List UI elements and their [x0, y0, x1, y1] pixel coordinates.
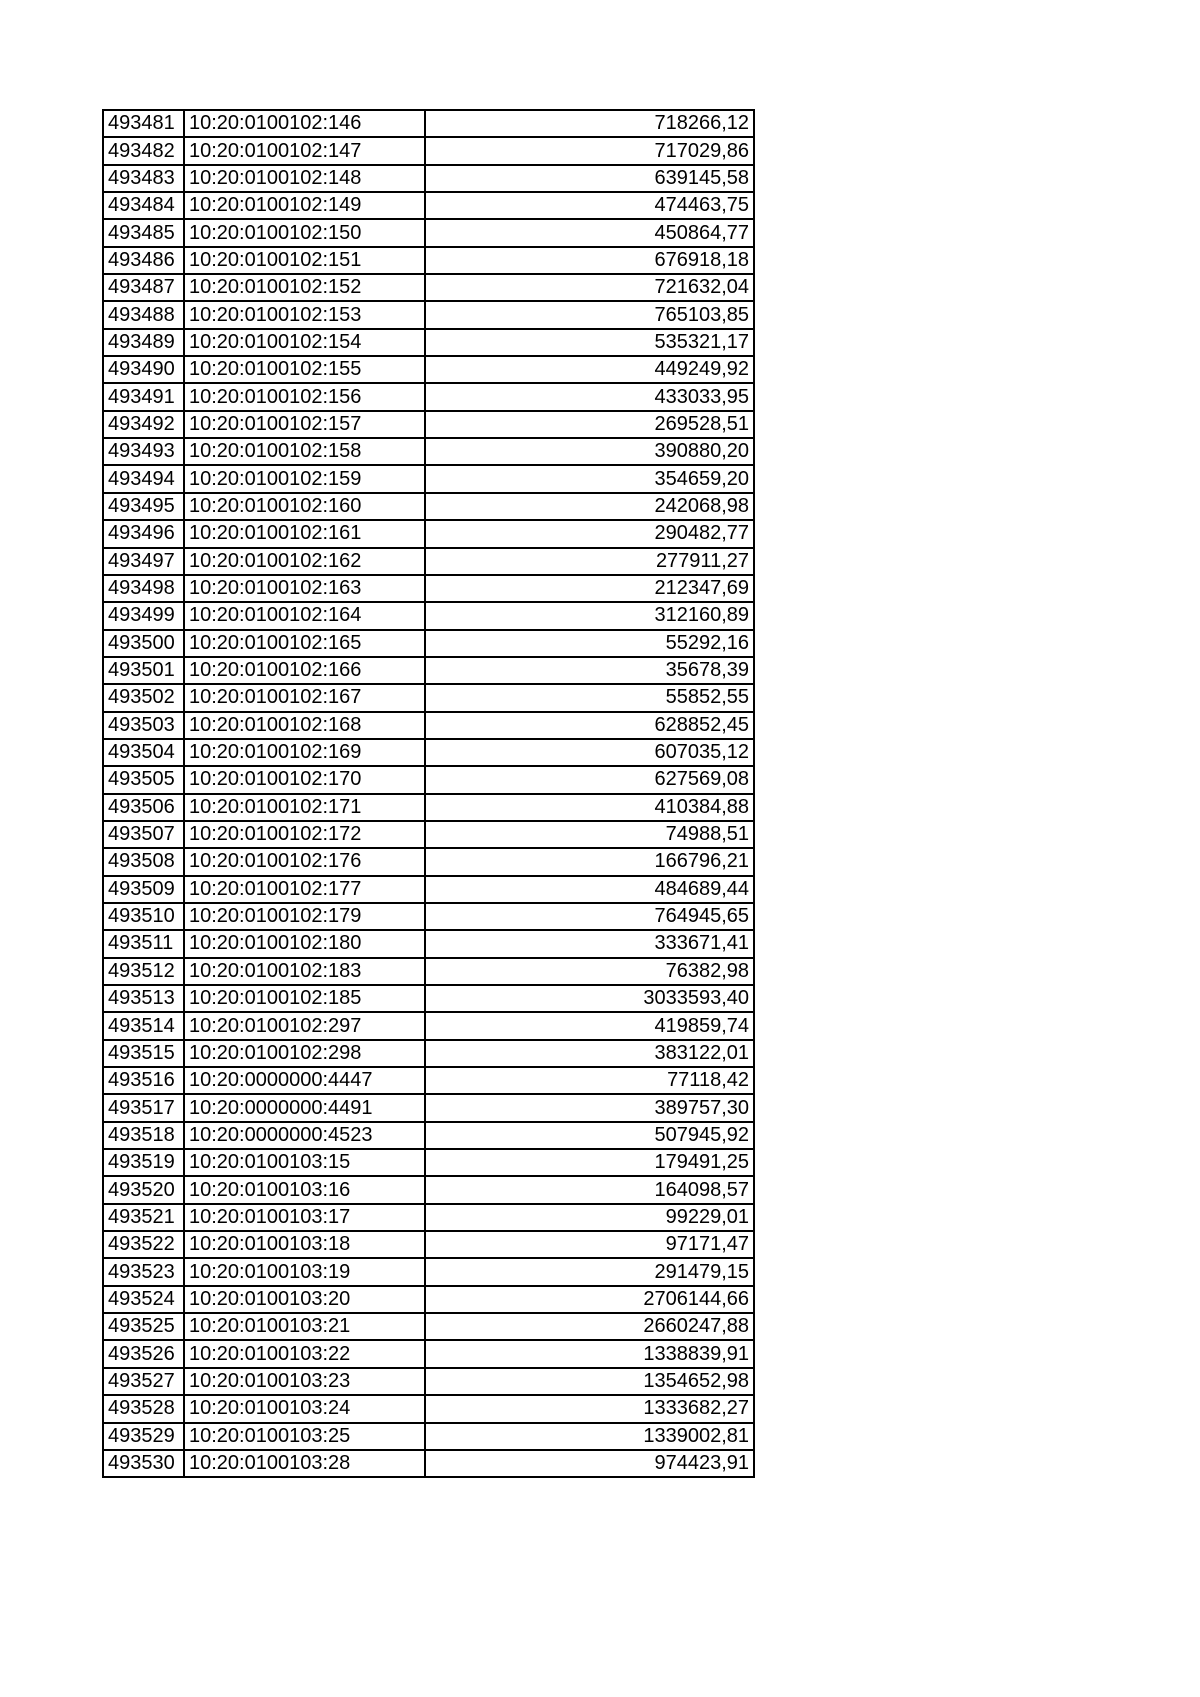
cadastral-value-cell: 2660247,88 [425, 1313, 754, 1340]
row-number-cell: 493496 [103, 520, 184, 547]
row-number-cell: 493504 [103, 739, 184, 766]
cadastral-value-cell: 99229,01 [425, 1204, 754, 1231]
table-row [103, 1204, 754, 1231]
row-number-cell: 493522 [103, 1231, 184, 1258]
row-number-cell: 493523 [103, 1258, 184, 1285]
cadastral-value-cell: 718266,12 [425, 110, 754, 137]
cadastral-value-cell: 383122,01 [425, 1040, 754, 1067]
table-row [103, 1286, 754, 1313]
cadastral-number-cell: 10:20:0000000:4523 [184, 1122, 425, 1149]
table-row [103, 1149, 754, 1176]
cadastral-number-cell: 10:20:0100102:171 [184, 794, 425, 821]
cadastral-number-cell: 10:20:0100102:147 [184, 137, 425, 164]
cadastral-number-cell: 10:20:0100103:20 [184, 1286, 425, 1313]
cadastral-number-cell: 10:20:0100103:24 [184, 1395, 425, 1422]
cadastral-number-cell: 10:20:0100102:155 [184, 356, 425, 383]
cadastral-number-cell: 10:20:0100103:17 [184, 1204, 425, 1231]
cadastral-value-cell: 291479,15 [425, 1258, 754, 1285]
cadastral-value-cell: 974423,91 [425, 1450, 754, 1477]
row-number-cell: 493503 [103, 712, 184, 739]
cadastral-value-cell: 1339002,81 [425, 1423, 754, 1450]
cadastral-value-cell: 333671,41 [425, 930, 754, 957]
table-row [103, 684, 754, 711]
cadastral-number-cell: 10:20:0100102:297 [184, 1012, 425, 1039]
row-number-cell: 493492 [103, 411, 184, 438]
table-row [103, 192, 754, 219]
cadastral-value-cell: 639145,58 [425, 165, 754, 192]
table-row [103, 438, 754, 465]
cadastral-value-cell: 76382,98 [425, 958, 754, 985]
cadastral-value-cell: 1338839,91 [425, 1340, 754, 1367]
cadastral-number-cell: 10:20:0100103:22 [184, 1340, 425, 1367]
cadastral-value-cell: 627569,08 [425, 766, 754, 793]
cadastral-number-cell: 10:20:0100102:150 [184, 219, 425, 246]
cadastral-value-cell: 212347,69 [425, 575, 754, 602]
cadastral-value-cell: 450864,77 [425, 219, 754, 246]
cadastral-number-cell: 10:20:0100102:163 [184, 575, 425, 602]
table-row [103, 165, 754, 192]
cadastral-value-cell: 628852,45 [425, 712, 754, 739]
row-number-cell: 493498 [103, 575, 184, 602]
table-row [103, 985, 754, 1012]
row-number-cell: 493520 [103, 1176, 184, 1203]
cadastral-number-cell: 10:20:0100103:28 [184, 1450, 425, 1477]
table-row [103, 1122, 754, 1149]
row-number-cell: 493502 [103, 684, 184, 711]
cadastral-value-cell: 721632,04 [425, 274, 754, 301]
table-row [103, 520, 754, 547]
table-row [103, 766, 754, 793]
row-number-cell: 493499 [103, 602, 184, 629]
cadastral-number-cell: 10:20:0000000:4491 [184, 1094, 425, 1121]
cadastral-value-cell: 507945,92 [425, 1122, 754, 1149]
cadastral-number-cell: 10:20:0100102:164 [184, 602, 425, 629]
table-row [103, 383, 754, 410]
cadastral-value-cell: 474463,75 [425, 192, 754, 219]
table-row [103, 739, 754, 766]
cadastral-value-cell: 277911,27 [425, 548, 754, 575]
row-number-cell: 493530 [103, 1450, 184, 1477]
cadastral-number-cell: 10:20:0100102:151 [184, 247, 425, 274]
cadastral-number-cell: 10:20:0100102:166 [184, 657, 425, 684]
cadastral-number-cell: 10:20:0100102:169 [184, 739, 425, 766]
table-row [103, 1395, 754, 1422]
table-row [103, 1176, 754, 1203]
cadastral-value-cell: 35678,39 [425, 657, 754, 684]
cadastral-number-cell: 10:20:0100102:154 [184, 329, 425, 356]
row-number-cell: 493508 [103, 848, 184, 875]
row-number-cell: 493485 [103, 219, 184, 246]
cadastral-value-table [102, 109, 755, 1478]
table-row [103, 848, 754, 875]
row-number-cell: 493527 [103, 1368, 184, 1395]
cadastral-value-cell: 764945,65 [425, 903, 754, 930]
table-row [103, 137, 754, 164]
table-row [103, 958, 754, 985]
cadastral-number-cell: 10:20:0100102:298 [184, 1040, 425, 1067]
cadastral-value-cell: 179491,25 [425, 1149, 754, 1176]
row-number-cell: 493488 [103, 301, 184, 328]
cadastral-value-cell: 484689,44 [425, 876, 754, 903]
cadastral-number-cell: 10:20:0100103:19 [184, 1258, 425, 1285]
row-number-cell: 493490 [103, 356, 184, 383]
table-row [103, 274, 754, 301]
cadastral-value-cell: 433033,95 [425, 383, 754, 410]
cadastral-value-cell: 676918,18 [425, 247, 754, 274]
table-row [103, 930, 754, 957]
cadastral-value-cell: 97171,47 [425, 1231, 754, 1258]
cadastral-value-cell: 312160,89 [425, 602, 754, 629]
row-number-cell: 493518 [103, 1122, 184, 1149]
row-number-cell: 493528 [103, 1395, 184, 1422]
table-row [103, 1040, 754, 1067]
cadastral-number-cell: 10:20:0100102:153 [184, 301, 425, 328]
table-row [103, 1313, 754, 1340]
table-row [103, 712, 754, 739]
cadastral-value-cell: 77118,42 [425, 1067, 754, 1094]
cadastral-number-cell: 10:20:0100102:158 [184, 438, 425, 465]
table-row [103, 1258, 754, 1285]
cadastral-number-cell: 10:20:0100102:148 [184, 165, 425, 192]
row-number-cell: 493529 [103, 1423, 184, 1450]
table-row [103, 301, 754, 328]
cadastral-value-cell: 390880,20 [425, 438, 754, 465]
row-number-cell: 493481 [103, 110, 184, 137]
cadastral-value-cell: 607035,12 [425, 739, 754, 766]
cadastral-value-cell: 269528,51 [425, 411, 754, 438]
cadastral-value-cell: 1333682,27 [425, 1395, 754, 1422]
cadastral-value-cell: 74988,51 [425, 821, 754, 848]
cadastral-value-cell: 166796,21 [425, 848, 754, 875]
cadastral-number-cell: 10:20:0100102:149 [184, 192, 425, 219]
row-number-cell: 493526 [103, 1340, 184, 1367]
table-row [103, 903, 754, 930]
table-row [103, 465, 754, 492]
table-row [103, 602, 754, 629]
cadastral-number-cell: 10:20:0100102:157 [184, 411, 425, 438]
row-number-cell: 493506 [103, 794, 184, 821]
row-number-cell: 493517 [103, 1094, 184, 1121]
row-number-cell: 493524 [103, 1286, 184, 1313]
row-number-cell: 493514 [103, 1012, 184, 1039]
table-row [103, 876, 754, 903]
cadastral-number-cell: 10:20:0100103:23 [184, 1368, 425, 1395]
cadastral-value-cell: 164098,57 [425, 1176, 754, 1203]
row-number-cell: 493513 [103, 985, 184, 1012]
cadastral-number-cell: 10:20:0100102:152 [184, 274, 425, 301]
row-number-cell: 493507 [103, 821, 184, 848]
cadastral-value-cell: 1354652,98 [425, 1368, 754, 1395]
table-row [103, 219, 754, 246]
cadastral-number-cell: 10:20:0100102:179 [184, 903, 425, 930]
cadastral-number-cell: 10:20:0100102:167 [184, 684, 425, 711]
cadastral-value-cell: 55292,16 [425, 630, 754, 657]
row-number-cell: 493482 [103, 137, 184, 164]
row-number-cell: 493500 [103, 630, 184, 657]
cadastral-number-cell: 10:20:0100103:15 [184, 1149, 425, 1176]
table-row [103, 1368, 754, 1395]
cadastral-number-cell: 10:20:0100102:180 [184, 930, 425, 957]
table-row [103, 1067, 754, 1094]
table-row [103, 657, 754, 684]
cadastral-value-cell: 242068,98 [425, 493, 754, 520]
cadastral-value-cell: 449249,92 [425, 356, 754, 383]
cadastral-number-cell: 10:20:0100102:183 [184, 958, 425, 985]
cadastral-number-cell: 10:20:0100102:146 [184, 110, 425, 137]
cadastral-number-cell: 10:20:0100102:159 [184, 465, 425, 492]
row-number-cell: 493486 [103, 247, 184, 274]
cadastral-value-cell: 535321,17 [425, 329, 754, 356]
cadastral-number-cell: 10:20:0100102:177 [184, 876, 425, 903]
table-row [103, 247, 754, 274]
row-number-cell: 493495 [103, 493, 184, 520]
cadastral-number-cell: 10:20:0100102:161 [184, 520, 425, 547]
table-row [103, 329, 754, 356]
row-number-cell: 493483 [103, 165, 184, 192]
table-row [103, 1012, 754, 1039]
table-row [103, 821, 754, 848]
cadastral-number-cell: 10:20:0100102:172 [184, 821, 425, 848]
cadastral-number-cell: 10:20:0100102:176 [184, 848, 425, 875]
row-number-cell: 493510 [103, 903, 184, 930]
cadastral-number-cell: 10:20:0100102:185 [184, 985, 425, 1012]
table-row [103, 1094, 754, 1121]
table-row [103, 1340, 754, 1367]
cadastral-number-cell: 10:20:0000000:4447 [184, 1067, 425, 1094]
row-number-cell: 493497 [103, 548, 184, 575]
cadastral-number-cell: 10:20:0100102:165 [184, 630, 425, 657]
row-number-cell: 493516 [103, 1067, 184, 1094]
row-number-cell: 493501 [103, 657, 184, 684]
cadastral-number-cell: 10:20:0100102:170 [184, 766, 425, 793]
cadastral-value-cell: 290482,77 [425, 520, 754, 547]
row-number-cell: 493509 [103, 876, 184, 903]
cadastral-value-cell: 765103,85 [425, 301, 754, 328]
cadastral-value-cell: 2706144,66 [425, 1286, 754, 1313]
cadastral-number-cell: 10:20:0100103:25 [184, 1423, 425, 1450]
row-number-cell: 493491 [103, 383, 184, 410]
row-number-cell: 493515 [103, 1040, 184, 1067]
cadastral-number-cell: 10:20:0100102:156 [184, 383, 425, 410]
cadastral-value-cell: 419859,74 [425, 1012, 754, 1039]
row-number-cell: 493521 [103, 1204, 184, 1231]
table-row [103, 575, 754, 602]
table-row [103, 630, 754, 657]
cadastral-number-cell: 10:20:0100102:168 [184, 712, 425, 739]
cadastral-number-cell: 10:20:0100103:16 [184, 1176, 425, 1203]
table-row [103, 110, 754, 137]
cadastral-value-cell: 55852,55 [425, 684, 754, 711]
table-row [103, 548, 754, 575]
row-number-cell: 493519 [103, 1149, 184, 1176]
row-number-cell: 493512 [103, 958, 184, 985]
row-number-cell: 493505 [103, 766, 184, 793]
table-row [103, 1423, 754, 1450]
row-number-cell: 493525 [103, 1313, 184, 1340]
table-row [103, 1231, 754, 1258]
row-number-cell: 493511 [103, 930, 184, 957]
cadastral-number-cell: 10:20:0100102:160 [184, 493, 425, 520]
row-number-cell: 493489 [103, 329, 184, 356]
cadastral-value-cell: 389757,30 [425, 1094, 754, 1121]
table-body [103, 110, 754, 1477]
cadastral-value-cell: 354659,20 [425, 465, 754, 492]
row-number-cell: 493494 [103, 465, 184, 492]
cadastral-value-cell: 410384,88 [425, 794, 754, 821]
table-row [103, 356, 754, 383]
row-number-cell: 493487 [103, 274, 184, 301]
table-row [103, 1450, 754, 1477]
cadastral-number-cell: 10:20:0100103:18 [184, 1231, 425, 1258]
cadastral-value-cell: 717029,86 [425, 137, 754, 164]
row-number-cell: 493493 [103, 438, 184, 465]
cadastral-number-cell: 10:20:0100103:21 [184, 1313, 425, 1340]
table-row [103, 411, 754, 438]
cadastral-value-cell: 3033593,40 [425, 985, 754, 1012]
row-number-cell: 493484 [103, 192, 184, 219]
cadastral-number-cell: 10:20:0100102:162 [184, 548, 425, 575]
table-row [103, 493, 754, 520]
table-row [103, 794, 754, 821]
